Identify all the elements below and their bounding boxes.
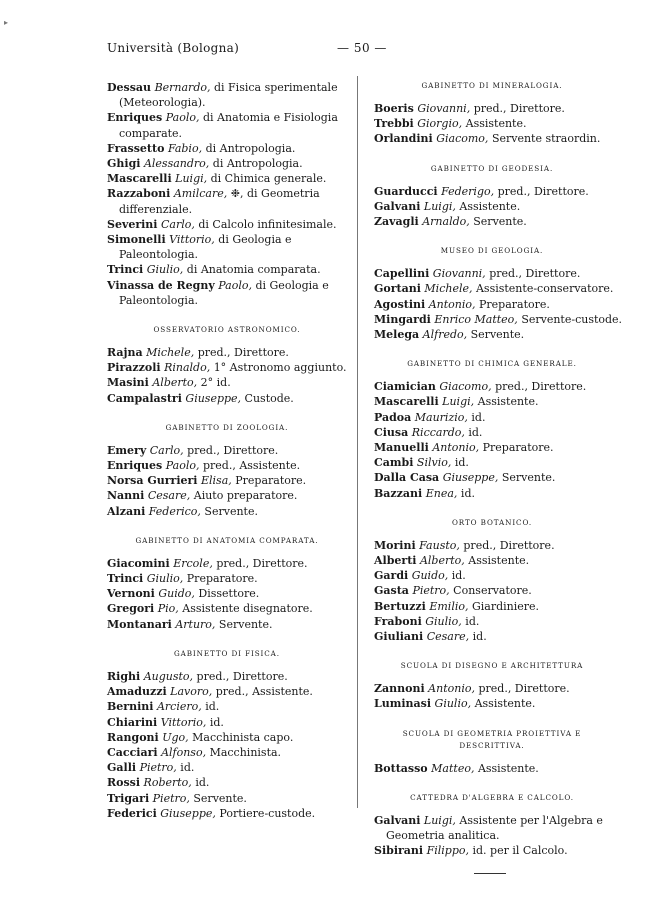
role: di Chimica generale.: [210, 172, 327, 186]
role: Preparatore.: [479, 297, 550, 311]
role: id.: [209, 715, 224, 729]
role: Assistente.: [465, 117, 527, 131]
given-name: Pietro,: [412, 584, 450, 598]
surname: Dessau: [107, 81, 152, 94]
role: pred., Direttore.: [478, 682, 570, 696]
given-name: Giovanni,: [417, 102, 471, 115]
surname: Dalla Casa: [374, 471, 440, 485]
surname: Mascarelli: [374, 395, 439, 409]
surname: Trinci: [107, 263, 144, 277]
staff-entry: [374, 199, 610, 214]
staff-entry: [107, 617, 347, 632]
staff-entry: [107, 360, 347, 375]
given-name: Bernardo,: [154, 81, 211, 94]
given-name: Michele,: [146, 346, 195, 360]
surname: Trinci: [107, 572, 144, 586]
role: pred., Direttore.: [473, 102, 565, 115]
given-name: Amilcare,: [173, 187, 228, 201]
given-name: Michele,: [424, 282, 473, 296]
staff-entry: [374, 440, 610, 455]
surname: Rajna: [107, 346, 143, 360]
given-name: Luigi,: [423, 199, 456, 213]
given-name: Federigo,: [441, 184, 495, 198]
given-name: Paolo,: [165, 459, 200, 473]
role: id.: [472, 630, 487, 644]
staff-entry: [107, 791, 347, 806]
given-name: Cesare,: [426, 630, 470, 644]
given-name: Ercole,: [173, 556, 213, 570]
staff-entry: [374, 214, 610, 229]
role: di Calcolo infinitesimale.: [198, 217, 337, 231]
staff-entry: [374, 116, 610, 131]
staff-entry: [374, 599, 610, 614]
staff-entry: [374, 681, 610, 696]
role: di Geologia e Paleontologia.: [119, 278, 329, 307]
surname: Melega: [374, 328, 420, 342]
staff-entry: [374, 297, 610, 312]
given-name: Vittorio,: [169, 233, 215, 247]
given-name: Rinaldo,: [164, 361, 211, 375]
surname: Gardi: [374, 569, 409, 583]
surname: Bazzani: [374, 486, 423, 500]
staff-entry: [107, 473, 347, 488]
staff-entry: [107, 601, 347, 616]
given-name: Giorgio,: [417, 117, 463, 131]
staff-entry: [374, 538, 610, 553]
surname: Manuelli: [374, 441, 429, 455]
given-name: Alfonso,: [161, 745, 207, 759]
column-divider: [357, 76, 358, 808]
staff-entry: [374, 184, 610, 199]
surname: Severini: [107, 217, 158, 231]
given-name: Pio,: [157, 602, 179, 616]
role: Assistente.: [474, 697, 536, 711]
surname: Alzani: [107, 504, 146, 518]
role: di Geologia e Paleontologia.: [119, 233, 292, 262]
staff-entry: [107, 730, 347, 745]
end-rule: [474, 873, 506, 874]
section-heading: GABINETTO DI FISICA.: [174, 648, 280, 658]
surname: Agostini: [374, 297, 426, 311]
role: pred., Direttore.: [187, 443, 279, 457]
role: Servente.: [218, 617, 273, 631]
surname: Cambi: [374, 456, 414, 470]
role: Assistente disegnatore.: [182, 602, 313, 616]
given-name: Arciero,: [156, 700, 202, 714]
surname: Capellini: [374, 267, 430, 281]
role: Servente.: [470, 328, 525, 342]
staff-entry: [107, 806, 347, 821]
staff-entry: [374, 312, 623, 327]
staff-entry: [374, 843, 610, 858]
staff-entry: [107, 715, 347, 730]
staff-entry: [107, 760, 347, 775]
role: id.: [195, 776, 210, 790]
given-name: Roberto,: [143, 776, 192, 790]
section-heading: GABINETTO DI ZOOLOGIA.: [165, 422, 289, 432]
section-heading: OSSERVATORIO ASTRONOMICO.: [153, 325, 301, 335]
role: pred., Direttore.: [463, 538, 555, 552]
section-heading: SCUOLA DI GEOMETRIA PROIETTIVA E DESCRITTIVA.: [402, 728, 582, 750]
role: pred., Direttore.: [497, 184, 589, 198]
role: Servente.: [473, 215, 527, 229]
role: id.: [180, 761, 195, 775]
role: Assistente per l'Algebra e Geometria analitica.: [386, 813, 603, 843]
role: id.: [468, 425, 483, 439]
surname: Bernini: [107, 700, 154, 714]
role: pred., Assistente.: [215, 685, 313, 699]
surname: Frassetto: [107, 141, 165, 155]
staff-entry: [107, 443, 347, 458]
given-name: Alfredo,: [422, 328, 468, 342]
role: Preparatore.: [186, 572, 258, 586]
staff-entry: [374, 281, 614, 296]
surname: Norsa Gurrieri: [107, 474, 198, 488]
page-header: [107, 41, 588, 57]
given-name: Cesare,: [147, 489, 191, 503]
role: id.: [451, 569, 466, 583]
staff-entry: [374, 410, 610, 425]
margin-mark: ▸: [4, 18, 9, 27]
given-name: Giuseppe,: [160, 806, 216, 820]
surname: Cacciari: [107, 745, 158, 759]
staff-entry: [374, 379, 610, 394]
given-name: Elisa,: [200, 474, 232, 488]
surname: Montanari: [107, 617, 172, 631]
given-name: Fausto,: [419, 538, 460, 552]
given-name: Maurizio,: [414, 410, 468, 424]
role: ❉, di Geometria differenziale.: [119, 187, 320, 216]
surname: Padoa: [374, 410, 412, 424]
surname: Federici: [107, 806, 157, 820]
staff-entry: [374, 101, 610, 116]
given-name: Alessandro,: [143, 157, 210, 171]
surname: Mingardi: [374, 312, 431, 326]
surname: Campalastri: [107, 391, 182, 405]
page-number: — 50 —: [337, 41, 387, 55]
staff-entry: [374, 470, 610, 485]
surname: Alberti: [374, 554, 417, 568]
given-name: Fabio,: [167, 141, 203, 155]
surname: Mascarelli: [107, 172, 172, 186]
staff-entry: [107, 186, 347, 216]
role: pred., Direttore.: [489, 267, 581, 281]
surname: Emery: [107, 443, 147, 457]
surname: Gasta: [374, 584, 409, 598]
given-name: Antonio,: [432, 441, 480, 455]
surname: Gregori: [107, 602, 155, 616]
surname: Zavagli: [374, 215, 419, 229]
role: id.: [454, 456, 469, 470]
given-name: Luigi,: [442, 395, 475, 409]
given-name: Matteo,: [431, 761, 475, 775]
role: Assistente.: [477, 395, 539, 409]
surname: Masini: [107, 376, 149, 390]
surname: Rossi: [107, 776, 141, 790]
given-name: Giulio,: [434, 697, 472, 711]
surname: Giuliani: [374, 630, 424, 644]
staff-entry: [374, 583, 610, 598]
staff-entry: [107, 171, 347, 186]
surname: Chiarini: [107, 715, 158, 729]
staff-entry: [107, 488, 347, 503]
role: di Anatomia comparata.: [186, 263, 321, 277]
role: Servente.: [501, 471, 556, 485]
surname: Bottasso: [374, 761, 428, 775]
section-heading: SCUOLA DI DISEGNO E ARCHITETTURA: [400, 661, 584, 671]
staff-entry: [107, 556, 347, 571]
role: pred., Direttore.: [196, 669, 288, 683]
role: id.: [465, 614, 480, 628]
role: Custode.: [244, 391, 294, 405]
surname: Trebbi: [374, 117, 414, 131]
role: 1° Astronomo aggiunto.: [213, 361, 347, 375]
staff-entry: [374, 761, 610, 776]
staff-entry: [374, 486, 610, 501]
running-title: Università (Bologna): [107, 41, 240, 55]
role: di Anatomia e Fisiologia comparate.: [119, 111, 338, 140]
given-name: Alberto,: [152, 376, 198, 390]
surname: Galvani: [374, 813, 421, 827]
staff-entry: [107, 278, 347, 308]
role: di Antropologia.: [212, 157, 303, 171]
given-name: Paolo,: [165, 111, 200, 125]
surname: Sibirani: [374, 844, 424, 858]
staff-entry: [374, 813, 610, 843]
staff-entry: [107, 232, 347, 262]
surname: Amaduzzi: [107, 685, 167, 699]
section-heading: GABINETTO DI CHIMICA GENERALE.: [407, 359, 577, 369]
role: Conservatore.: [453, 584, 532, 598]
surname: Enriques: [107, 459, 163, 473]
given-name: Ugo,: [162, 730, 189, 744]
given-name: Pietro,: [152, 791, 190, 805]
surname: Nanni: [107, 489, 145, 503]
staff-entry: [107, 745, 347, 760]
role: Preparatore.: [235, 474, 307, 488]
given-name: Emilio,: [429, 599, 469, 613]
role: Assistente.: [468, 554, 530, 568]
given-name: Giovanni,: [432, 267, 486, 281]
staff-entry: [374, 614, 610, 629]
staff-entry: [107, 669, 347, 684]
section-heading: GABINETTO DI ANATOMIA COMPARATA.: [135, 535, 319, 545]
role: Portiere-custode.: [219, 806, 316, 820]
surname: Luminasi: [374, 697, 432, 711]
given-name: Vittorio,: [160, 715, 207, 729]
given-name: Arturo,: [175, 617, 216, 631]
given-name: Giuseppe,: [185, 391, 242, 405]
staff-entry: [107, 217, 347, 232]
role: 2° id.: [200, 376, 231, 390]
surname: Fraboni: [374, 614, 422, 628]
staff-entry: [374, 553, 610, 568]
role: Aiuto preparatore.: [193, 489, 298, 503]
given-name: Giacomo,: [439, 380, 492, 394]
staff-entry: [374, 455, 610, 470]
role: Servente straordin.: [491, 132, 601, 146]
surname: Galli: [107, 761, 137, 775]
surname: Guarducci: [374, 184, 438, 198]
section-heading: MUSEO DI GEOLOGIA.: [440, 246, 544, 256]
staff-entry: [374, 696, 610, 711]
staff-entry: [107, 156, 347, 171]
role: Dissettore.: [198, 587, 260, 601]
staff-entry: [374, 425, 610, 440]
given-name: Paolo,: [218, 278, 252, 292]
given-name: Carlo,: [160, 217, 195, 231]
role: pred., Direttore.: [495, 380, 587, 394]
given-name: Federico,: [148, 504, 201, 518]
role: Macchinista capo.: [192, 730, 294, 744]
role: Servente-custode.: [521, 312, 623, 326]
staff-entry: [107, 699, 347, 714]
surname: Righi: [107, 669, 141, 683]
given-name: Alberto,: [419, 554, 465, 568]
staff-entry: [107, 504, 347, 519]
given-name: Giacomo,: [436, 132, 489, 146]
given-name: Enea,: [425, 486, 458, 500]
surname: Ciamician: [374, 380, 436, 394]
surname: Rangoni: [107, 730, 159, 744]
role: pred., Direttore.: [216, 556, 308, 570]
role: Servente.: [193, 791, 247, 805]
surname: Bertuzzi: [374, 599, 426, 613]
staff-entry: [107, 684, 347, 699]
surname: Orlandini: [374, 132, 433, 146]
given-name: Filippo,: [426, 844, 469, 858]
surname: Simonelli: [107, 233, 166, 247]
role: di Fisica sperimentale (Meteorologia).: [119, 81, 338, 110]
surname: Ghigi: [107, 157, 141, 171]
given-name: Luigi,: [423, 813, 456, 827]
given-name: Augusto,: [143, 669, 194, 683]
staff-entry: [107, 571, 347, 586]
role: Giardiniere.: [471, 599, 540, 613]
surname: Gortani: [374, 282, 421, 296]
staff-entry: [107, 110, 347, 140]
staff-entry: [107, 458, 347, 473]
staff-entry: [107, 375, 347, 390]
role: id.: [471, 410, 486, 424]
given-name: Antonio,: [428, 682, 475, 696]
given-name: Carlo,: [149, 443, 184, 457]
staff-entry: [374, 327, 610, 342]
given-name: Silvio,: [416, 456, 452, 470]
surname: Zannoni: [374, 682, 425, 696]
role: Assistente-conservatore.: [475, 282, 614, 296]
surname: Pirazzoli: [107, 361, 161, 375]
staff-entry: [107, 391, 347, 406]
section-heading: GABINETTO DI GEODESIA.: [430, 163, 554, 173]
role: Macchinista.: [209, 745, 282, 759]
role: Servente.: [204, 504, 258, 518]
role: Assistente.: [459, 199, 521, 213]
section-heading: GABINETTO DI MINERALOGIA.: [421, 81, 563, 90]
staff-entry: [107, 775, 347, 790]
surname: Ciusa: [374, 425, 409, 439]
staff-entry: [107, 586, 347, 601]
surname: Giacomini: [107, 556, 170, 570]
staff-entry: [374, 266, 610, 281]
given-name: Enrico Matteo,: [434, 312, 518, 326]
section-heading: ORTO BOTANICO.: [451, 517, 533, 527]
given-name: Pietro,: [139, 761, 177, 775]
role: pred., Direttore.: [197, 346, 289, 360]
staff-entry: [107, 262, 347, 277]
given-name: Guido,: [158, 587, 195, 601]
right-column: [374, 80, 623, 874]
surname: Trigari: [107, 791, 150, 805]
staff-entry: [374, 629, 610, 644]
role: pred., Assistente.: [202, 459, 301, 473]
given-name: Luigi,: [175, 172, 208, 186]
staff-entry: [374, 131, 610, 146]
surname: Morini: [374, 538, 416, 552]
given-name: Guido,: [411, 569, 449, 583]
staff-entry: [107, 345, 347, 360]
section-heading: CATTEDRA D'ALGEBRA E CALCOLO.: [410, 792, 574, 802]
given-name: Riccardo,: [411, 425, 465, 439]
surname: Vernoni: [107, 587, 155, 601]
role: id. per il Calcolo.: [472, 844, 568, 858]
staff-entry: [107, 141, 347, 156]
role: Preparatore.: [482, 441, 554, 455]
role: Assistente.: [477, 761, 539, 775]
staff-entry: [374, 568, 610, 583]
surname: Razzaboni: [107, 187, 171, 201]
surname: Vinassa de Regny: [107, 278, 215, 292]
given-name: Antonio,: [428, 297, 476, 311]
staff-entry: [107, 80, 347, 110]
role: id.: [460, 486, 475, 500]
surname: Galvani: [374, 199, 421, 213]
given-name: Arnaldo,: [422, 215, 470, 229]
staff-entry: [374, 394, 610, 409]
left-column: [107, 80, 347, 821]
given-name: Lavoro,: [170, 685, 213, 699]
given-name: Giulio,: [146, 572, 184, 586]
role: di Antropologia.: [205, 141, 296, 155]
surname: Boeris: [374, 102, 414, 115]
given-name: Giuseppe,: [442, 471, 499, 485]
role: id.: [205, 700, 220, 714]
given-name: Giulio,: [146, 263, 184, 277]
given-name: Giulio,: [425, 614, 462, 628]
surname: Enriques: [107, 111, 163, 125]
